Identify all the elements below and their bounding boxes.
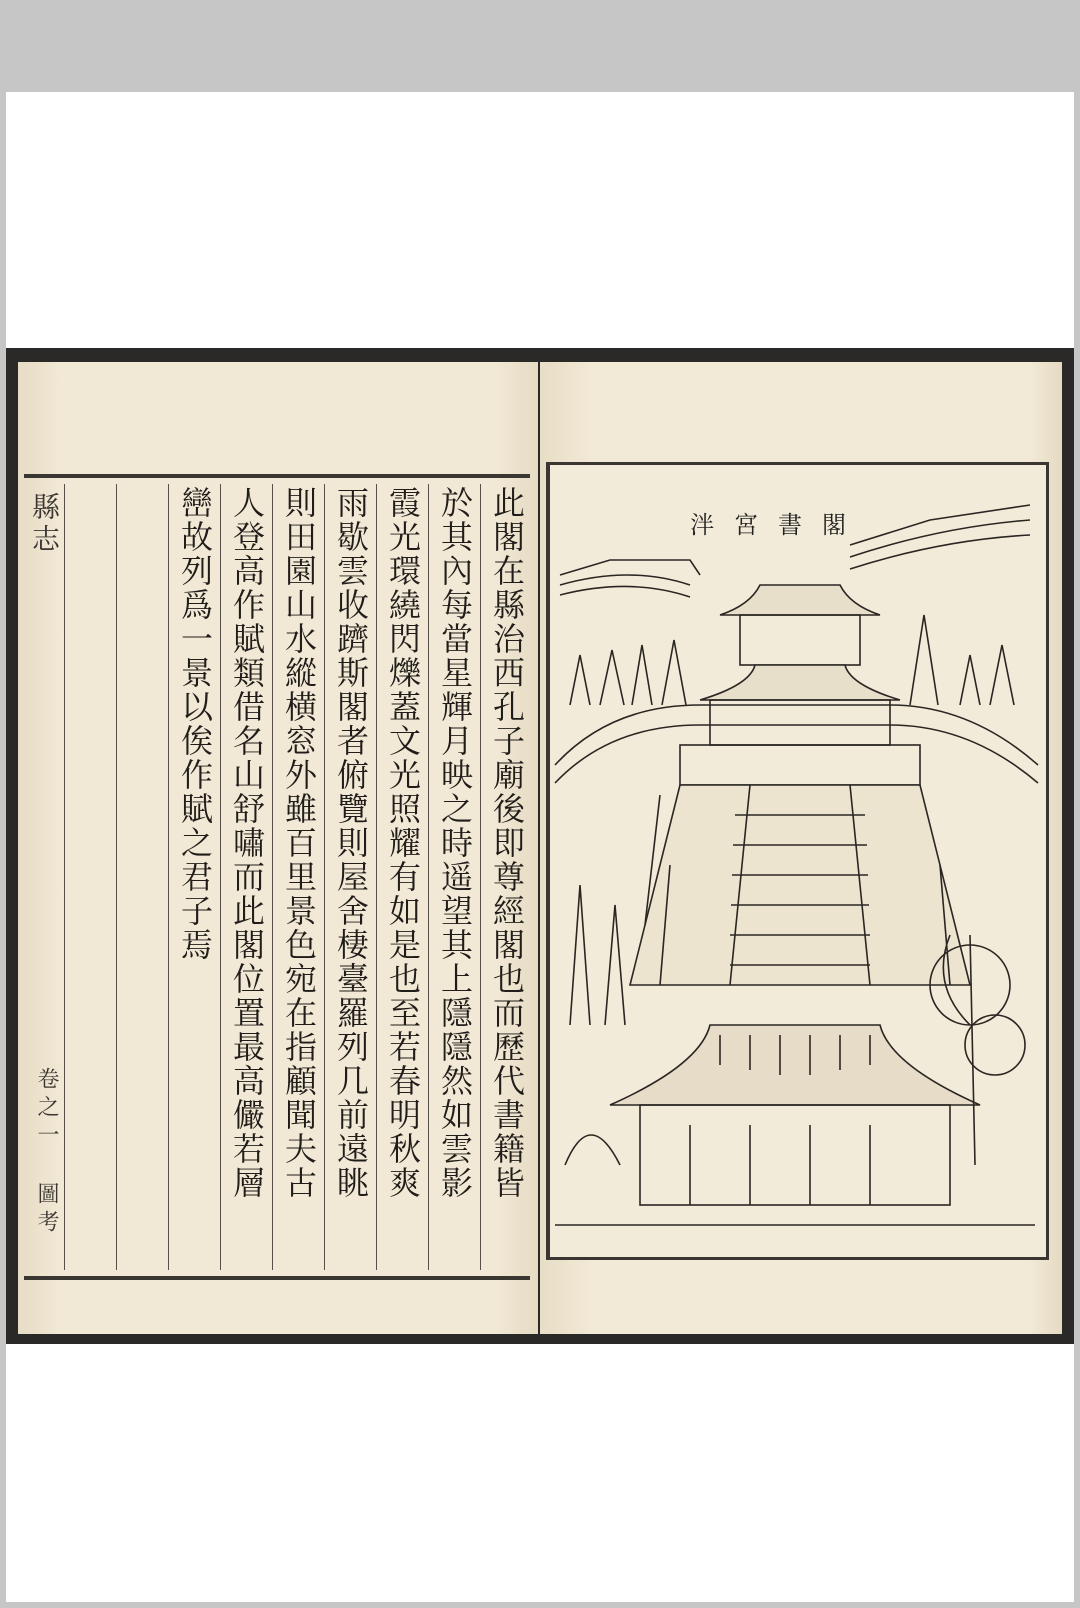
courtyard-wall <box>555 705 1038 765</box>
trees-left <box>570 640 686 705</box>
pavilion-balcony <box>680 745 920 785</box>
lower-hall <box>640 1105 950 1205</box>
column-rule <box>272 484 273 1270</box>
pavilion-roof-middle <box>700 665 900 700</box>
right-page <box>540 362 1062 1334</box>
column-rule <box>116 484 117 1270</box>
illustration-title: 泮宮書閣 <box>690 511 866 539</box>
pavilion-illustration <box>550 465 1040 1251</box>
pavilion-lower-floor <box>710 700 890 745</box>
scanned-book-spread <box>6 348 1074 1344</box>
text-column-2: 於其內每當星輝月映之時遥望其上隱隱然如雲影 <box>436 486 474 1200</box>
text-block <box>24 474 530 1280</box>
column-rule <box>220 484 221 1270</box>
pavilion-roof-top <box>720 585 880 615</box>
left-page <box>18 362 538 1334</box>
text-column-3: 霞光環繞閃爍蓋文光照耀有如是也至若春明秋爽 <box>384 486 422 1200</box>
column-rule <box>168 484 169 1270</box>
trees-front-left <box>570 885 625 1025</box>
distant-wall-left <box>560 560 700 575</box>
trees-right <box>910 615 1014 705</box>
margin-title: 縣志 <box>28 492 61 556</box>
pavilion-upper-floor <box>740 615 860 665</box>
text-column-7: 巒故列爲一景以俟作賦之君子焉 <box>176 486 214 962</box>
text-column-4: 雨歇雲收躋斯閣者俯覽則屋舍棲臺羅列几前遠眺 <box>332 486 370 1200</box>
margin-volume: 卷之一 圖考 <box>34 1067 59 1238</box>
lower-hall-roof <box>610 1025 980 1105</box>
text-column-5: 則田園山水縱横窓外雖百里景色宛在指顧聞夫古 <box>280 486 318 1200</box>
column-rule <box>64 484 65 1270</box>
column-rule <box>480 484 481 1270</box>
text-column-1: 此閣在縣治西孔子廟後即尊經閣也而歷代書籍皆 <box>488 486 526 1200</box>
distant-wall-right <box>850 505 1030 545</box>
illustration <box>546 462 1049 1260</box>
column-rule <box>376 484 377 1270</box>
column-rule <box>428 484 429 1270</box>
text-column-6: 人登高作賦類借名山舒嘯而此閣位置最高儼若層 <box>228 486 266 1200</box>
column-rule <box>324 484 325 1270</box>
